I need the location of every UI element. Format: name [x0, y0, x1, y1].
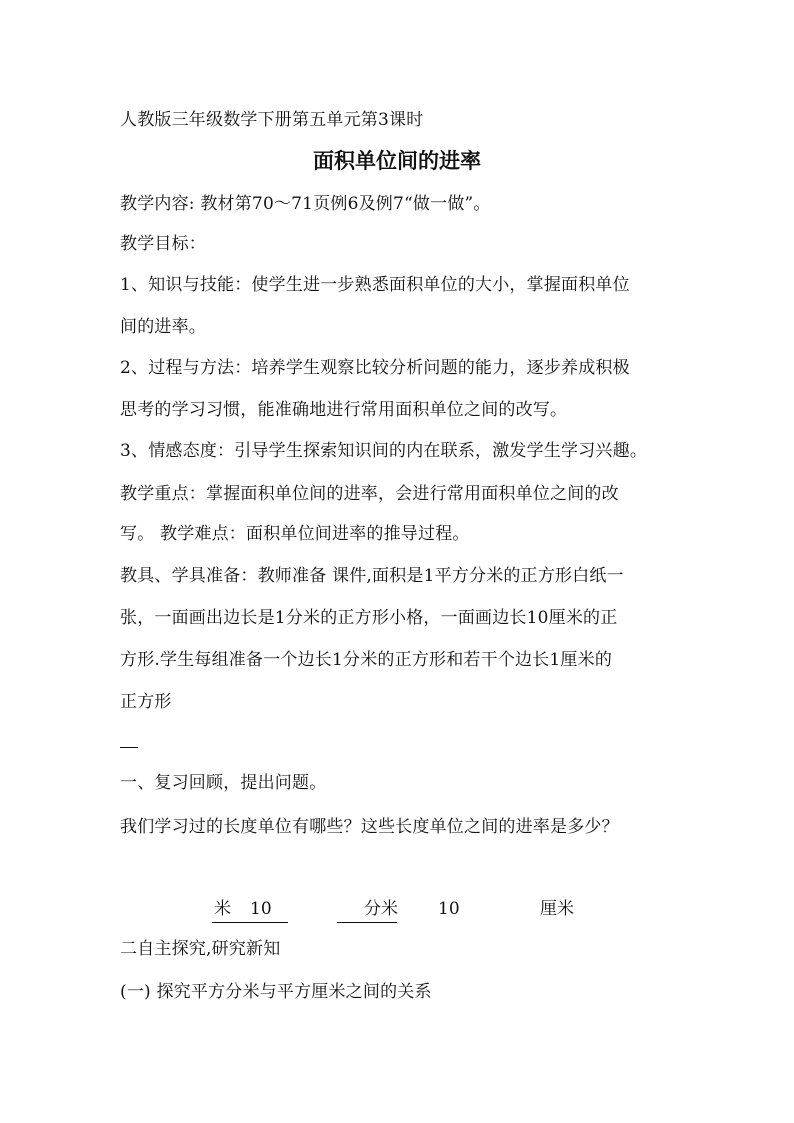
objectives-heading: 教学目标： [120, 234, 206, 254]
section-1-heading: 一、复习回顾，提出问题。 [120, 773, 327, 793]
key-points-line-1: 教学重点：掌握面积单位间的进率，会进行常用面积单位之间的改 [120, 484, 619, 504]
materials-line-2: 张，一面画出边长是1分米的正方形小格，一面画边长10厘米的正 [120, 608, 618, 628]
objective-3: 3、情感态度：引导学生探索知识间的内在联系，激发学生学习兴趣。 [120, 441, 648, 461]
materials-line-3: 方形.学生每组准备一个边长1分米的正方形和若干个边长1厘米的 [120, 650, 613, 670]
unit-rate-2: 10 [438, 899, 460, 919]
course-line: 人教版三年级数学下册第五单元第3课时 [120, 110, 424, 130]
unit-decimeter: 分米 [364, 899, 398, 919]
subsection-1: (一) 探究平方分米与平方厘米之间的关系 [120, 982, 432, 1002]
key-points-line-2: 写。 教学难点：面积单位间进率的推导过程。 [120, 524, 470, 544]
objective-2-line-2: 思考的学习习惯，能准确地进行常用面积单位之间的改写。 [120, 400, 568, 420]
arrow-line-1 [212, 922, 288, 923]
arrow-line-2 [337, 922, 397, 923]
objective-1-line-1: 1、知识与技能：使学生进一步熟悉面积单位的大小，掌握面积单位 [120, 275, 630, 295]
materials-line-4: 正方形 [120, 692, 172, 712]
unit-rate-1: 10 [250, 899, 272, 919]
materials-line-1: 教具、学具准备：教师准备 课件,面积是1平方分米的正方形白纸一 [120, 566, 624, 586]
review-question: 我们学习过的长度单位有哪些？这些长度单位之间的进率是多少？ [120, 817, 619, 837]
unit-centimeter: 厘米 [540, 899, 574, 919]
unit-meter: 米 [214, 899, 231, 919]
objective-1-line-2: 间的进率。 [120, 317, 206, 337]
section-2-heading: 二自主探究,研究新知 [120, 939, 281, 959]
teaching-content: 教学内容: 教材第70～71页例6及例7“做一做”。 [120, 194, 491, 214]
objective-2-line-1: 2、过程与方法：培养学生观察比较分析问题的能力，逐步养成积极 [120, 358, 630, 378]
separator-dash [120, 747, 138, 748]
page-title: 面积单位间的进率 [313, 148, 481, 173]
